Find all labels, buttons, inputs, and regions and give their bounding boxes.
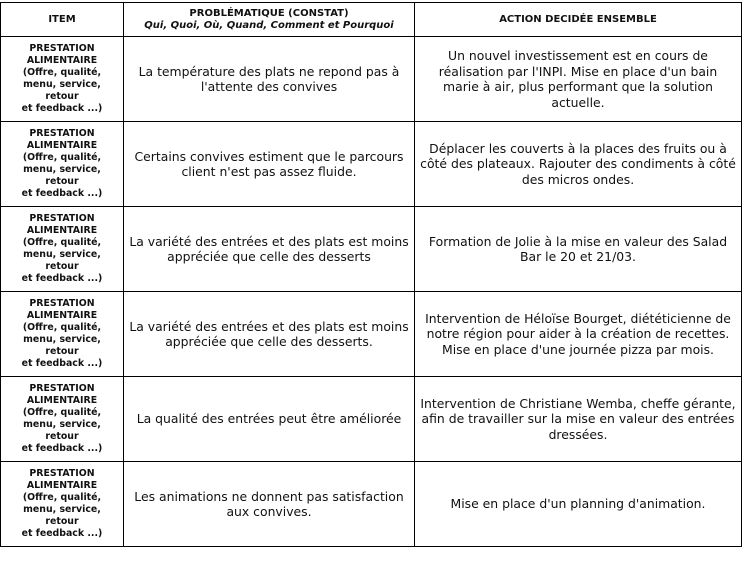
header-item: ITEM (1, 3, 124, 37)
item-line: menu, service, retour (23, 334, 101, 357)
table-row (1, 292, 742, 377)
item-line: (Offre, qualité, (22, 322, 102, 333)
header-problem (124, 3, 415, 37)
item-cell (1, 122, 124, 207)
action-cell: Intervention de Christiane Wemba, cheffe gérante, afin de travailler sur la mise en valeur des entrées dressées. (415, 377, 742, 462)
item-line: PRESTATION (29, 213, 95, 224)
problem-cell: La température des plats ne repond pas à l'attente des convives (124, 37, 415, 122)
header-action: ACTION DECIDÉE ENSEMBLE (415, 3, 742, 37)
problem-cell: Les animations ne donnent pas satisfaction aux convives. (124, 462, 415, 547)
header-problem-subtitle: Qui, Quoi, Où, Quand, Comment et Pourquoi (144, 19, 394, 31)
item-line: ALIMENTAIRE (26, 395, 98, 406)
item-line: ALIMENTAIRE (26, 225, 98, 236)
item-line: PRESTATION (29, 43, 95, 54)
item-line: (Offre, qualité, (22, 152, 102, 163)
item-line: (Offre, qualité, (22, 67, 102, 78)
item-line: ALIMENTAIRE (26, 480, 98, 491)
item-line: ALIMENTAIRE (26, 140, 98, 151)
table-header-row (1, 3, 742, 37)
item-line: PRESTATION (29, 298, 95, 309)
item-line: menu, service, retour (23, 504, 101, 527)
item-line: et feedback ...) (21, 443, 103, 454)
item-cell (1, 377, 124, 462)
header-problem-title: PROBLÉMATIQUE (CONSTAT) (189, 7, 349, 19)
item-line: et feedback ...) (21, 528, 103, 539)
item-line: ALIMENTAIRE (26, 55, 98, 66)
action-cell: Déplacer les couverts à la places des fruits ou à côté des plateaux. Rajouter des condiments à côté des micros ondes. (415, 122, 742, 207)
item-line: PRESTATION (29, 383, 95, 394)
action-plan-table (0, 2, 742, 547)
action-cell: Intervention de Héloïse Bourget, diététicienne de notre région pour aider à la création de recettes. Mise en place d'une journée pizza par mois. (415, 292, 742, 377)
problem-cell: La variété des entrées et des plats est moins appréciée que celle des desserts. (124, 292, 415, 377)
item-line: (Offre, qualité, (22, 237, 102, 248)
item-line: menu, service, retour (23, 249, 101, 272)
action-cell: Formation de Jolie à la mise en valeur des Salad Bar le 20 et 21/03. (415, 207, 742, 292)
table-row (1, 37, 742, 122)
problem-cell: Certains convives estiment que le parcours client n'est pas assez fluide. (124, 122, 415, 207)
item-line: ALIMENTAIRE (26, 310, 98, 321)
item-line: et feedback ...) (21, 103, 103, 114)
table-row (1, 122, 742, 207)
item-cell (1, 207, 124, 292)
table-row (1, 377, 742, 462)
item-line: PRESTATION (29, 468, 95, 479)
table-row (1, 207, 742, 292)
item-line: menu, service, retour (23, 419, 101, 442)
action-cell: Un nouvel investissement est en cours de réalisation par l'INPI. Mise en place d'un bain marie à air, plus performant que la solution actuelle. (415, 37, 742, 122)
item-cell (1, 462, 124, 547)
item-line: (Offre, qualité, (22, 492, 102, 503)
item-line: (Offre, qualité, (22, 407, 102, 418)
action-cell: Mise en place d'un planning d'animation. (415, 462, 742, 547)
item-line: et feedback ...) (21, 358, 103, 369)
item-line: et feedback ...) (21, 273, 103, 284)
item-line: et feedback ...) (21, 188, 103, 199)
problem-cell: La qualité des entrées peut être améliorée (124, 377, 415, 462)
item-line: PRESTATION (29, 128, 95, 139)
table-row (1, 462, 742, 547)
item-cell (1, 37, 124, 122)
item-cell (1, 292, 124, 377)
item-line: menu, service, retour (23, 79, 101, 102)
problem-cell: La variété des entrées et des plats est moins appréciée que celle des desserts (124, 207, 415, 292)
item-line: menu, service, retour (23, 164, 101, 187)
